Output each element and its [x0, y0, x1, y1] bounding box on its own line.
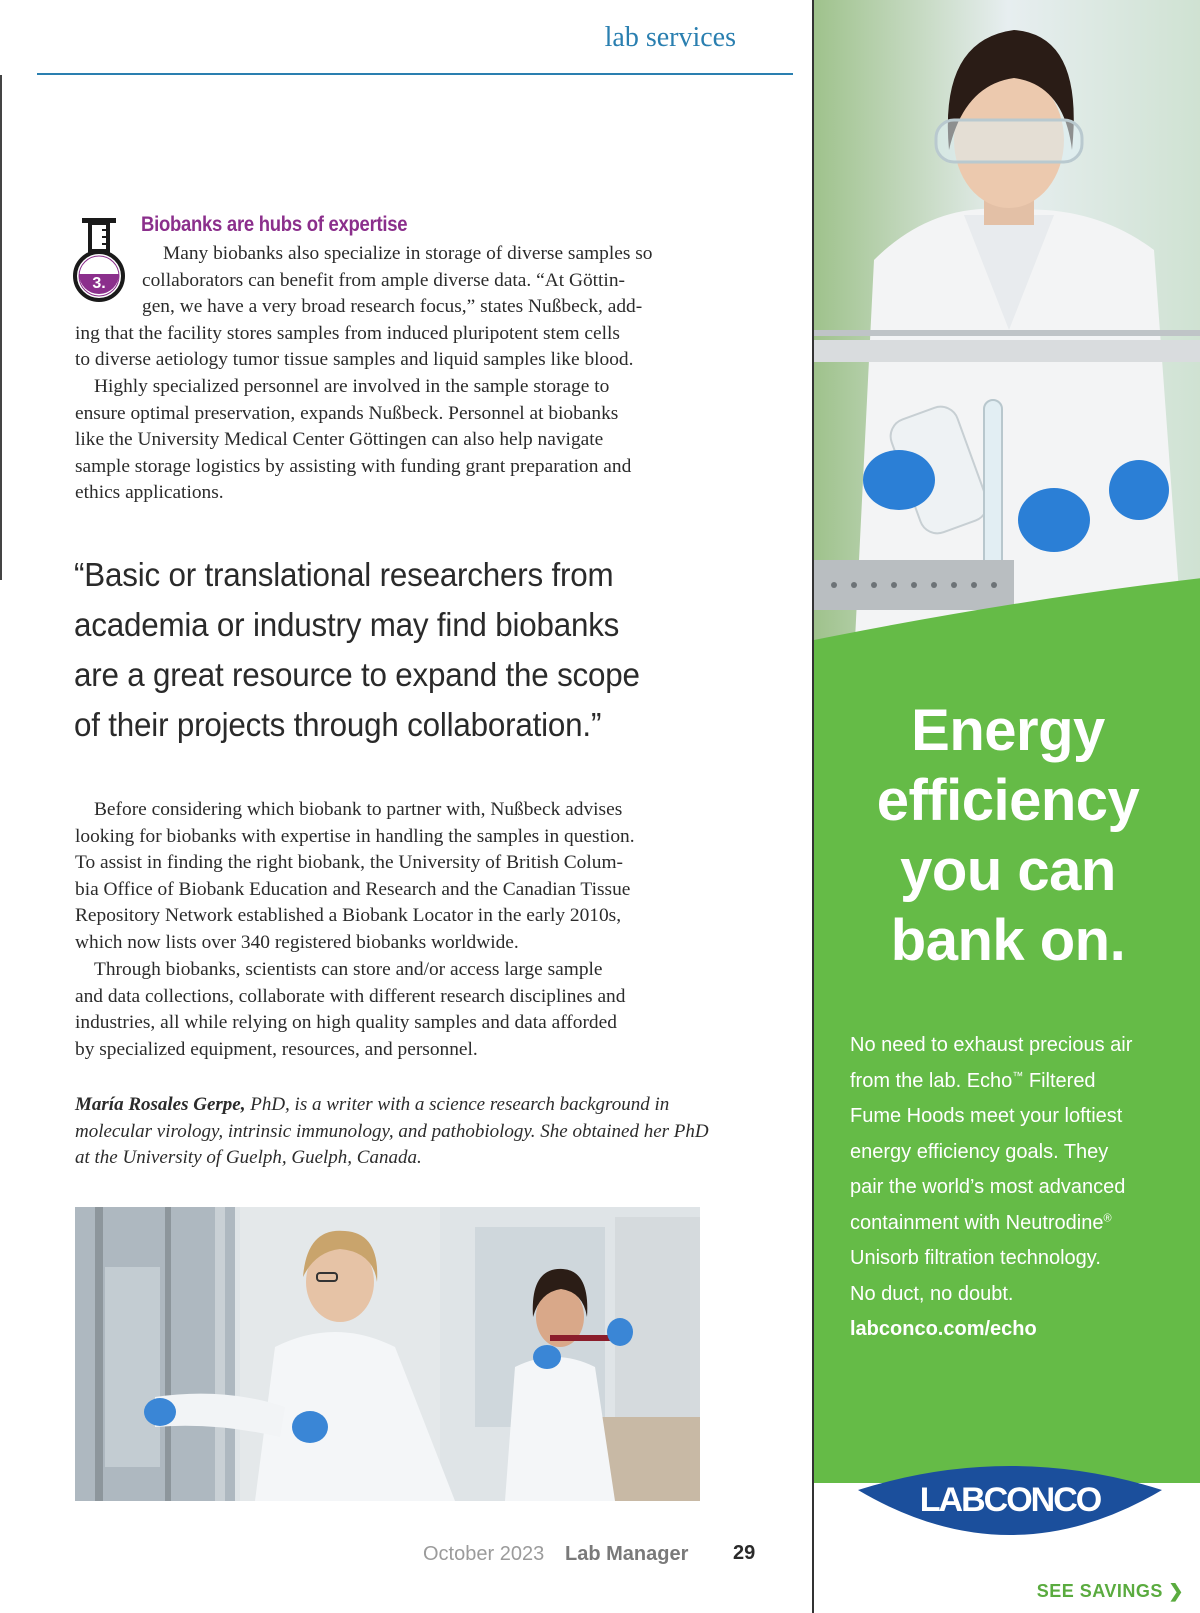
copy-line: energy efficiency goals. They [850, 1140, 1109, 1163]
text-line: Highly specialized personnel are involved in the sample storage to [94, 376, 610, 397]
chevron-right-icon: ❯ [1168, 1581, 1184, 1601]
copy-line: from the lab. Echo™ Filtered [850, 1069, 1096, 1092]
cta-label: SEE SAVINGS [1036, 1581, 1163, 1601]
copy-line: No duct, no doubt. [850, 1282, 1014, 1305]
magazine-name: Lab Manager [565, 1543, 689, 1565]
ad-url-link[interactable]: labconco.com/echo [850, 1318, 1037, 1340]
text-line: Repository Network established a Biobank Locator in the early 2010s, [75, 905, 622, 926]
headline-line: bank on. [890, 908, 1126, 973]
labconco-ad[interactable] [812, 0, 1200, 1613]
text-line: collaborators can benefit from ample diverse data. “At Göttin- [142, 269, 625, 291]
text-line: and data collections, collaborate with different research disciplines and [75, 985, 626, 1007]
bio-line: molecular virology, intrinsic immunology, and pathobiology. She obtained her PhD [75, 1120, 709, 1142]
text-line: ethics applications. [75, 482, 224, 503]
bio-line: at the University of Guelph, Guelph, Canada. [75, 1147, 422, 1168]
quote-line: academia or industry may find biobanks [74, 606, 620, 643]
trademark-symbol: ™ [1012, 1069, 1024, 1082]
headline-line: efficiency [876, 768, 1140, 833]
ad-scientist-photo [814, 0, 1200, 660]
text-line: ing that the facility stores samples from induced pluripotent stem cells [75, 322, 620, 344]
quote-line: “Basic or translational researchers from [74, 556, 614, 593]
lab-photo [75, 1207, 700, 1501]
text-line: Many biobanks also specialize in storage of diverse samples so [163, 243, 653, 264]
headline-line: Energy [911, 698, 1105, 763]
copy-line: pair the world’s most advanced [850, 1176, 1126, 1198]
registered-symbol: ® [1103, 1211, 1112, 1224]
text-line: to diverse aetiology tumor tissue samples and liquid samples like blood. [75, 349, 634, 370]
page-edge-line [0, 75, 2, 580]
labconco-logo[interactable] [854, 1460, 1166, 1542]
bio-text: PhD, is a writer with a science research background in [245, 1094, 670, 1115]
issue-date: October 2023 [423, 1543, 545, 1565]
text-line: To assist in finding the right biobank, the University of British Colum- [75, 852, 624, 873]
pull-quote [74, 550, 670, 750]
paragraph-1 [75, 241, 653, 374]
text-line: by specialized equipment, resources, and personnel. [75, 1038, 478, 1060]
text-line: like the University Medical Center Göttingen can also help navigate [75, 429, 604, 450]
see-savings-link[interactable] [1037, 1581, 1184, 1602]
point-heading: Biobanks are hubs of expertise [141, 213, 408, 236]
text-line: gen, we have a very broad research focus,” states Nußbeck, add- [142, 296, 643, 317]
copy-line: Unisorb filtration technology. [850, 1247, 1101, 1269]
text-line: ensure optimal preservation, expands Nußbeck. Personnel at biobanks [75, 402, 619, 424]
page-number: 29 [733, 1542, 756, 1564]
text-line: sample storage logistics by assisting with funding grant preparation and [75, 455, 632, 477]
paragraph-3 [75, 797, 635, 956]
copy-line: No need to exhaust precious air [850, 1034, 1133, 1056]
bio-line [75, 1092, 709, 1119]
text-line: bia Office of Biobank Education and Research and the Canadian Tissue [75, 878, 631, 900]
point-number: 3. [92, 275, 106, 292]
ad-copy [850, 1028, 1180, 1348]
section-label: lab services [604, 22, 736, 53]
text-line: Through biobanks, scientists can store and/or access large sample [94, 959, 603, 980]
paragraph-4 [75, 957, 625, 1063]
quote-line: of their projects through collaboration.” [74, 706, 602, 743]
copy-line: Fume Hoods meet your loftiest [850, 1105, 1123, 1127]
paragraph-2 [75, 374, 631, 507]
text-line: looking for biobanks with expertise in handling the samples in question. [75, 825, 635, 847]
copy-line: containment with Neutrodine® [850, 1211, 1112, 1234]
text-line: industries, all while relying on high quality samples and data afforded [75, 1012, 617, 1033]
headline-line: you can [900, 838, 1116, 903]
section-divider [37, 73, 793, 75]
brand-wordmark: LABCONCO [919, 1481, 1101, 1519]
ad-headline [814, 696, 1200, 976]
quote-line: are a great resource to expand the scope [74, 656, 640, 693]
text-line: Before considering which biobank to partner with, Nußbeck advises [94, 799, 623, 820]
author-bio [75, 1092, 709, 1172]
text-line: which now lists over 340 registered biobanks worldwide. [75, 931, 519, 953]
author-name: María Rosales Gerpe, [75, 1094, 246, 1115]
